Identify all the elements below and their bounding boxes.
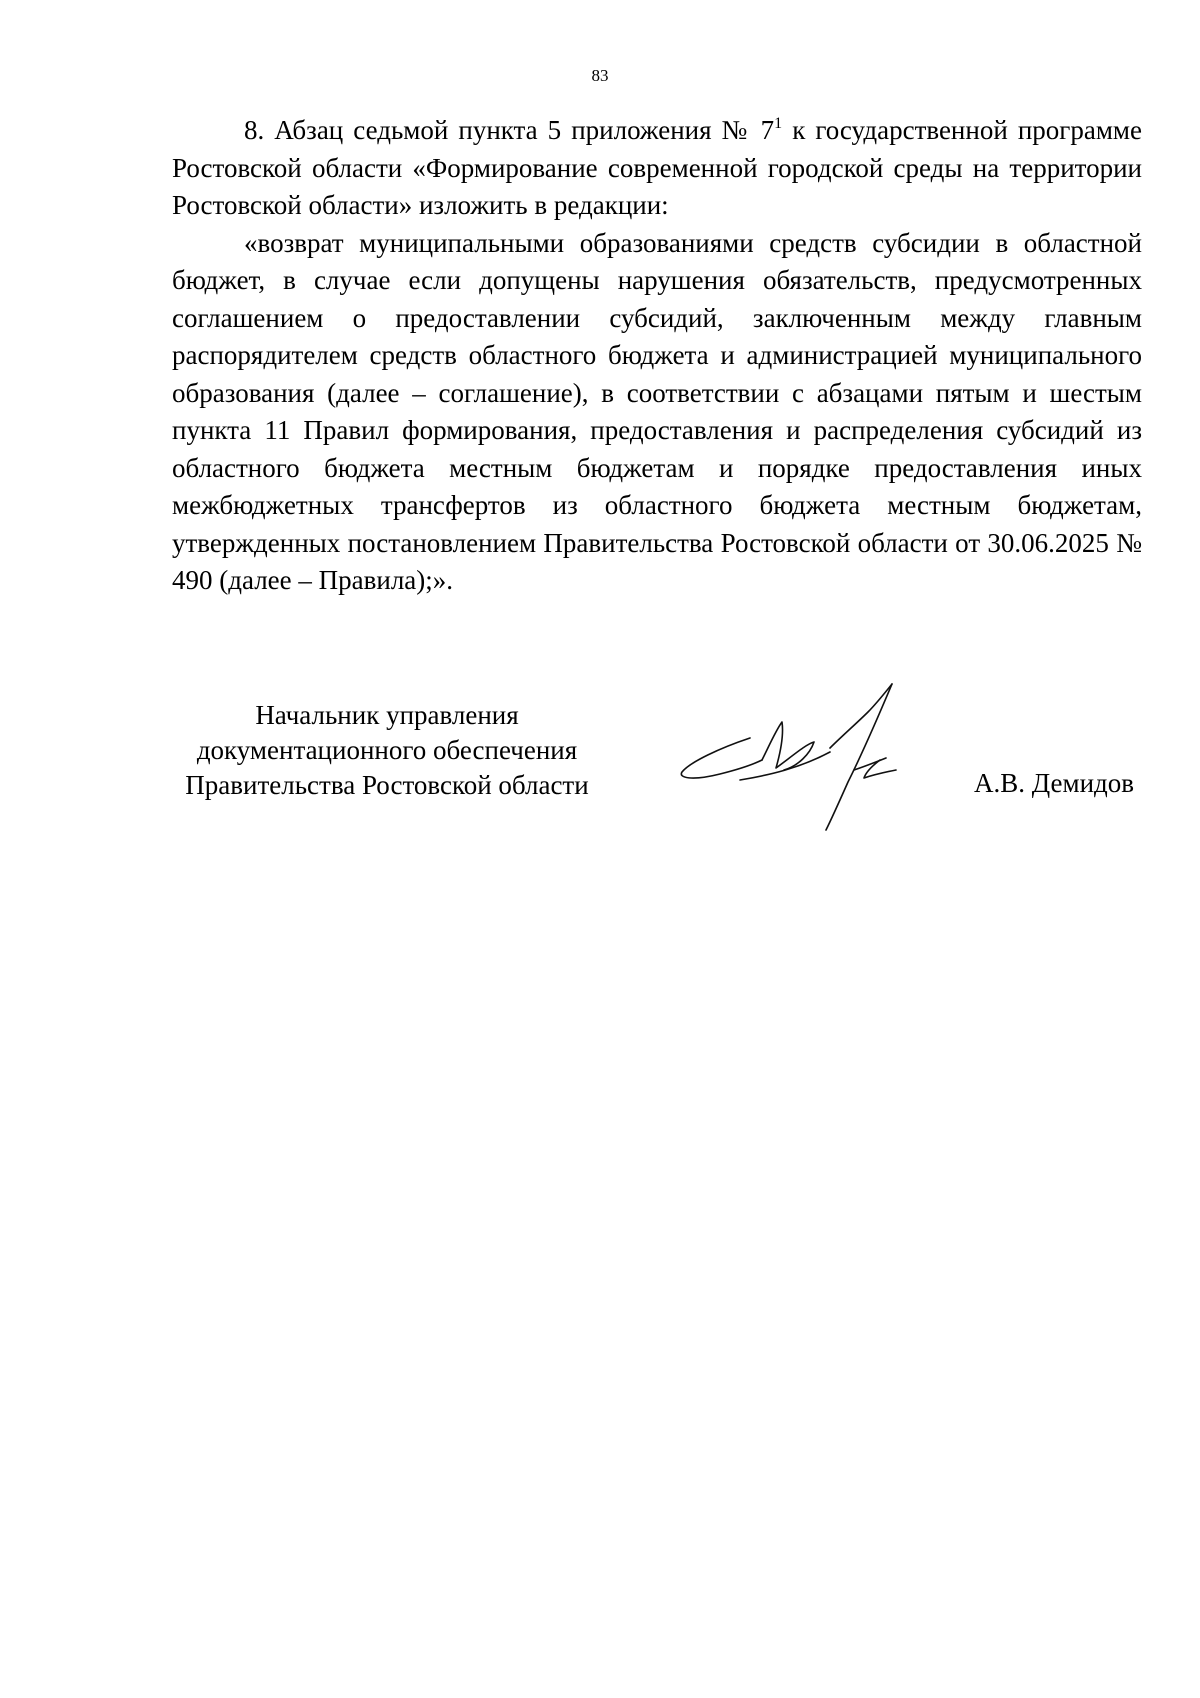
- signatory-position-line-1: Начальник управления: [255, 700, 519, 730]
- handwritten-signature: [680, 682, 940, 842]
- document-body: [172, 112, 1142, 600]
- amendment-rest: к государственной программе Ростовской области «Формирование современной городской среды на территории Ростовской области» изложить в редакции:: [172, 115, 1142, 220]
- quoted-paragraph: «возврат муниципальными образованиями средств субсидии в областной бюджет, в случае если допущены нарушения обязательств, предусмотренных соглашением о предоставлении субсидий, заключенным между главным распорядителем средств областного бюджета и администрацией муниципального образования (далее – соглашение), в соответствии с абзацами пятым и шестым пункта 11 Правил формирования, предоставления и распределения субсидий из областного бюджета местным бюджетам и порядке предоставления иных межбюджетных трансфертов из областного бюджета местным бюджетам, утвержденных постановлением Правительства Ростовской области от 30.06.2025 № 490 (далее – Правила);».: [172, 227, 1142, 595]
- page-number: 83: [591, 66, 609, 85]
- amendment-paragraph: [172, 112, 1142, 225]
- signatory-position-line-3: Правительства Ростовской области: [185, 770, 589, 800]
- superscript-mark: 1: [774, 115, 783, 132]
- amendment-lead: 8. Абзац седьмой пункта 5 приложения № 7: [244, 115, 775, 145]
- signatory-position: [172, 698, 602, 803]
- signatory-position-line-2: документационного обеспечения: [196, 735, 578, 765]
- signer-name: А.В. Демидов: [974, 768, 1135, 798]
